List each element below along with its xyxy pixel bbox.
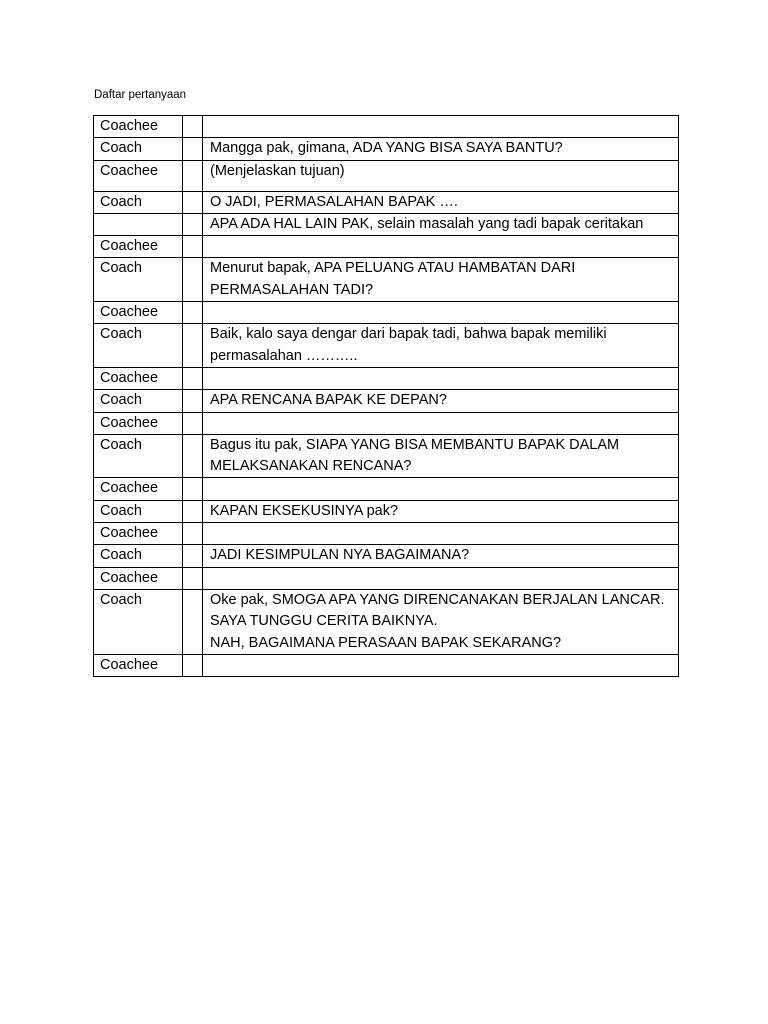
empty-cell — [183, 478, 203, 500]
dialogue-cell: Baik, kalo saya dengar dari bapak tadi, bahwa bapak memiliki permasalahan ……….. — [203, 324, 679, 368]
empty-cell — [183, 302, 203, 324]
role-cell — [94, 213, 183, 235]
role-cell: Coachee — [94, 654, 183, 676]
dialogue-cell: Menurut bapak, APA PELUANG ATAU HAMBATAN DARI PERMASALAHAN TADI? — [203, 258, 679, 302]
dialogue-cell — [203, 116, 679, 138]
role-cell: Coachee — [94, 367, 183, 389]
empty-cell — [183, 390, 203, 412]
empty-cell — [183, 236, 203, 258]
table-row — [94, 523, 679, 545]
table-row — [94, 654, 679, 676]
table-row — [94, 213, 679, 235]
empty-cell — [183, 138, 203, 160]
table-row — [94, 500, 679, 522]
table-row — [94, 160, 679, 191]
empty-cell — [183, 523, 203, 545]
empty-cell — [183, 545, 203, 567]
table-row — [94, 324, 679, 368]
table-row — [94, 116, 679, 138]
role-cell: Coach — [94, 589, 183, 654]
empty-cell — [183, 258, 203, 302]
role-cell: Coachee — [94, 236, 183, 258]
table-row — [94, 302, 679, 324]
dialogue-cell — [203, 654, 679, 676]
role-cell: Coach — [94, 390, 183, 412]
empty-cell — [183, 500, 203, 522]
role-cell: Coach — [94, 434, 183, 478]
role-cell: Coachee — [94, 302, 183, 324]
dialogue-cell — [203, 302, 679, 324]
role-cell: Coach — [94, 138, 183, 160]
dialogue-cell — [203, 567, 679, 589]
role-cell: Coach — [94, 500, 183, 522]
role-cell: Coachee — [94, 523, 183, 545]
dialogue-cell: Bagus itu pak, SIAPA YANG BISA MEMBANTU BAPAK DALAM MELAKSANAKAN RENCANA? — [203, 434, 679, 478]
role-cell: Coachee — [94, 567, 183, 589]
empty-cell — [183, 191, 203, 213]
empty-cell — [183, 434, 203, 478]
table-row — [94, 258, 679, 302]
role-cell: Coachee — [94, 160, 183, 191]
dialogue-cell: APA RENCANA BAPAK KE DEPAN? — [203, 390, 679, 412]
empty-cell — [183, 324, 203, 368]
dialogue-cell: APA ADA HAL LAIN PAK, selain masalah yang tadi bapak ceritakan — [203, 213, 679, 235]
empty-cell — [183, 160, 203, 191]
question-table — [93, 115, 679, 677]
table-row — [94, 434, 679, 478]
role-cell: Coachee — [94, 412, 183, 434]
dialogue-cell: O JADI, PERMASALAHAN BAPAK …. — [203, 191, 679, 213]
dialogue-cell: (Menjelaskan tujuan) — [203, 160, 679, 191]
role-cell: Coach — [94, 191, 183, 213]
empty-cell — [183, 654, 203, 676]
table-row — [94, 390, 679, 412]
dialogue-cell — [203, 412, 679, 434]
empty-cell — [183, 567, 203, 589]
table-row — [94, 412, 679, 434]
table-row — [94, 191, 679, 213]
table-row — [94, 589, 679, 654]
dialogue-cell — [203, 367, 679, 389]
dialogue-cell: Mangga pak, gimana, ADA YANG BISA SAYA BANTU? — [203, 138, 679, 160]
table-row — [94, 478, 679, 500]
empty-cell — [183, 367, 203, 389]
table-row — [94, 236, 679, 258]
table-row — [94, 138, 679, 160]
dialogue-cell — [203, 478, 679, 500]
table-row — [94, 567, 679, 589]
role-cell: Coach — [94, 324, 183, 368]
role-cell: Coachee — [94, 116, 183, 138]
dialogue-cell — [203, 523, 679, 545]
table-row — [94, 545, 679, 567]
table-row — [94, 367, 679, 389]
empty-cell — [183, 589, 203, 654]
empty-cell — [183, 116, 203, 138]
dialogue-cell: JADI KESIMPULAN NYA BAGAIMANA? — [203, 545, 679, 567]
dialogue-cell — [203, 236, 679, 258]
role-cell: Coach — [94, 545, 183, 567]
role-cell: Coachee — [94, 478, 183, 500]
empty-cell — [183, 213, 203, 235]
document-title: Daftar pertanyaan — [94, 89, 187, 101]
role-cell: Coach — [94, 258, 183, 302]
empty-cell — [183, 412, 203, 434]
dialogue-cell: KAPAN EKSEKUSINYA pak? — [203, 500, 679, 522]
dialogue-cell: Oke pak, SMOGA APA YANG DIRENCANAKAN BERJALAN LANCAR. SAYA TUNGGU CERITA BAIKNYA. NAH, BAGAIMANA PERASAAN BAPAK SEKARANG? — [203, 589, 679, 654]
